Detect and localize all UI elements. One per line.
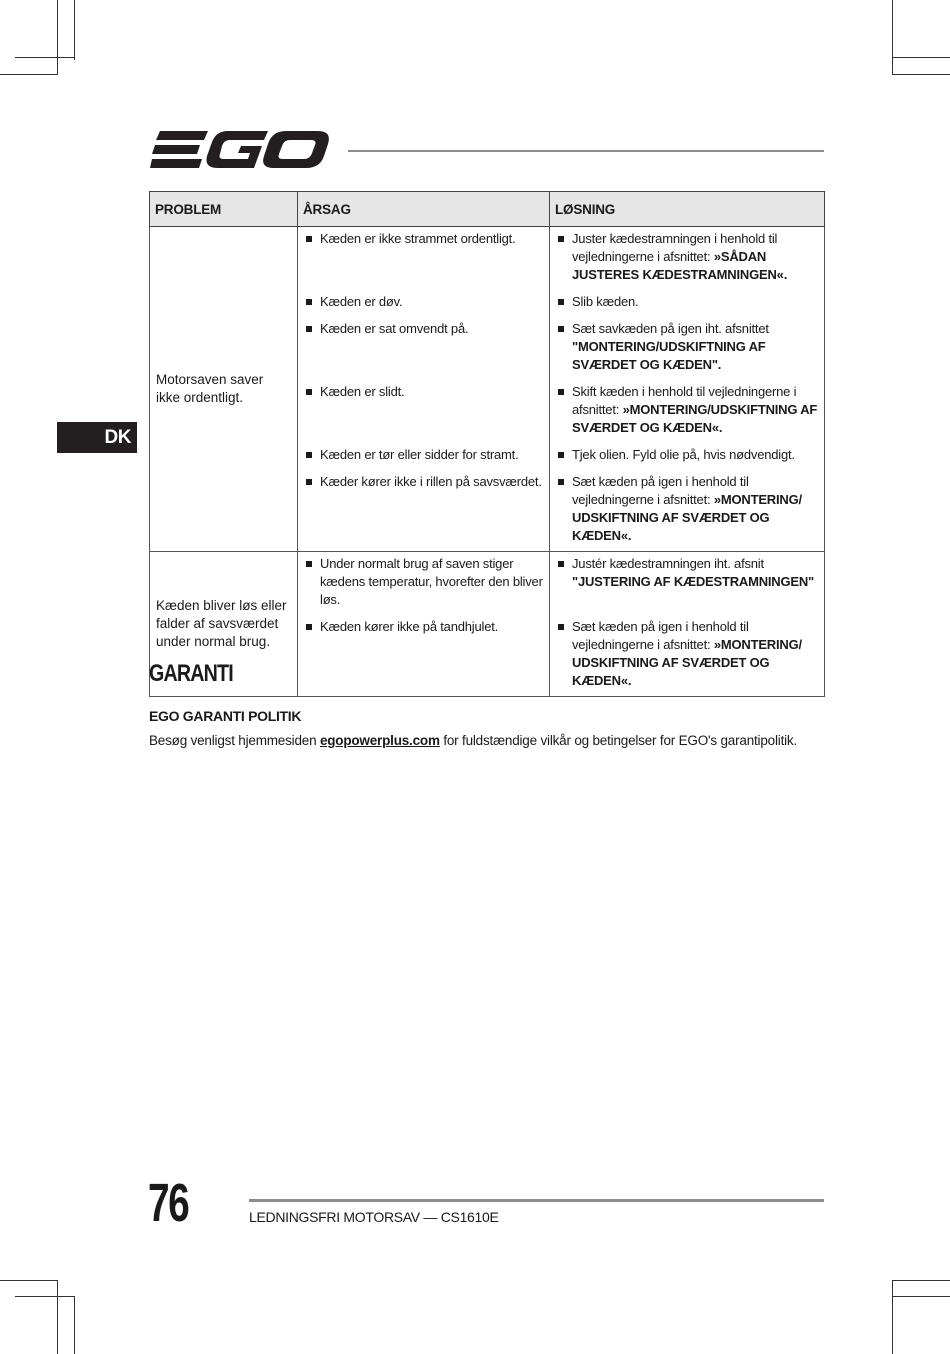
solution-cell: Sæt kæden på igen i henhold til vejledningerne i afsnittet: »MONTERING/ UDSKIFTNING AF SVÆRDET OG KÆDEN«. (550, 615, 825, 697)
cause-cell: Kæden er tør eller sidder for stramt. (298, 443, 550, 470)
crop-mark (892, 57, 950, 58)
cause-cell: Kæden er ikke strammet ordentligt. (298, 227, 550, 291)
header-cause: ÅRSAG (298, 192, 550, 227)
solution-cell: Skift kæden i henhold til vejledningerne i afsnittet: »MONTERING/UDSKIFTNING AF SVÆRDET OG KÆDEN«. (550, 380, 825, 443)
page-number: 76 (148, 1173, 189, 1233)
table-row (150, 552, 825, 616)
crop-mark (57, 0, 58, 74)
problem-cell: Kæden bliver løs eller falder af savsværdet under normal brug. (150, 552, 298, 697)
crop-mark (892, 74, 950, 75)
crop-mark (15, 1296, 75, 1297)
problem-cell: Motorsaven saver ikke ordentligt. (150, 227, 298, 552)
cause-cell: Kæden kører ikke på tandhjulet. (298, 615, 550, 697)
warranty-text (149, 733, 797, 748)
warranty-title: GARANTI (149, 660, 233, 687)
crop-mark (892, 1280, 893, 1354)
crop-mark (0, 1280, 58, 1281)
crop-mark (74, 1296, 75, 1354)
crop-mark (892, 0, 893, 74)
footer-rule (249, 1199, 824, 1202)
solution-cell: Slib kæden. (550, 290, 825, 317)
cause-cell: Kæden er slidt. (298, 380, 550, 443)
warranty-text-before: Besøg venligst hjemmesiden (149, 733, 320, 748)
crop-mark (74, 0, 75, 60)
warranty-text-after: for fuldstændige vilkår og betingelser for EGO's garantipolitik. (439, 733, 798, 748)
ego-logo (150, 128, 332, 172)
solution-cell: Tjek olien. Fyld olie på, hvis nødvendigt. (550, 443, 825, 470)
crop-mark (0, 74, 58, 75)
header-solution: LØSNING (550, 192, 825, 227)
cause-cell: Kæden er sat omvendt på. (298, 317, 550, 380)
crop-mark (892, 1280, 950, 1281)
solution-cell: Juster kædestramningen i henhold til vejledningerne i afsnittet: »SÅDAN JUSTERES KÆDESTRAMNINGEN«. (550, 227, 825, 291)
language-tab: DK (57, 422, 137, 453)
table-row (150, 227, 825, 291)
crop-mark (892, 1296, 950, 1297)
troubleshooting-table (149, 191, 825, 697)
warranty-link[interactable]: egopowerplus.com (319, 733, 440, 748)
header-problem: PROBLEM (150, 192, 298, 227)
crop-mark (57, 1280, 58, 1354)
cause-cell: Kæden er døv. (298, 290, 550, 317)
warranty-subtitle: EGO GARANTI POLITIK (149, 708, 302, 724)
solution-cell: Justér kædestramningen iht. afsnit "JUSTERING AF KÆDESTRAMNINGEN" (550, 552, 825, 616)
cause-cell: Under normalt brug af saven stiger kædens temperatur, hvorefter den bliver løs. (298, 552, 550, 616)
crop-mark (15, 57, 75, 58)
solution-cell: Sæt kæden på igen i henhold til vejledningerne i afsnittet: »MONTERING/ UDSKIFTNING AF SVÆRDET OG KÆDEN«. (550, 470, 825, 552)
footer-text: LEDNINGSFRI MOTORSAV — CS1610E (249, 1209, 499, 1225)
table-header-row (150, 192, 825, 227)
cause-cell: Kæder kører ikke i rillen på savsværdet. (298, 470, 550, 552)
solution-cell: Sæt savkæden på igen iht. afsnittet "MONTERING/UDSKIFTNING AF SVÆRDET OG KÆDEN". (550, 317, 825, 380)
header-rule (348, 150, 824, 152)
